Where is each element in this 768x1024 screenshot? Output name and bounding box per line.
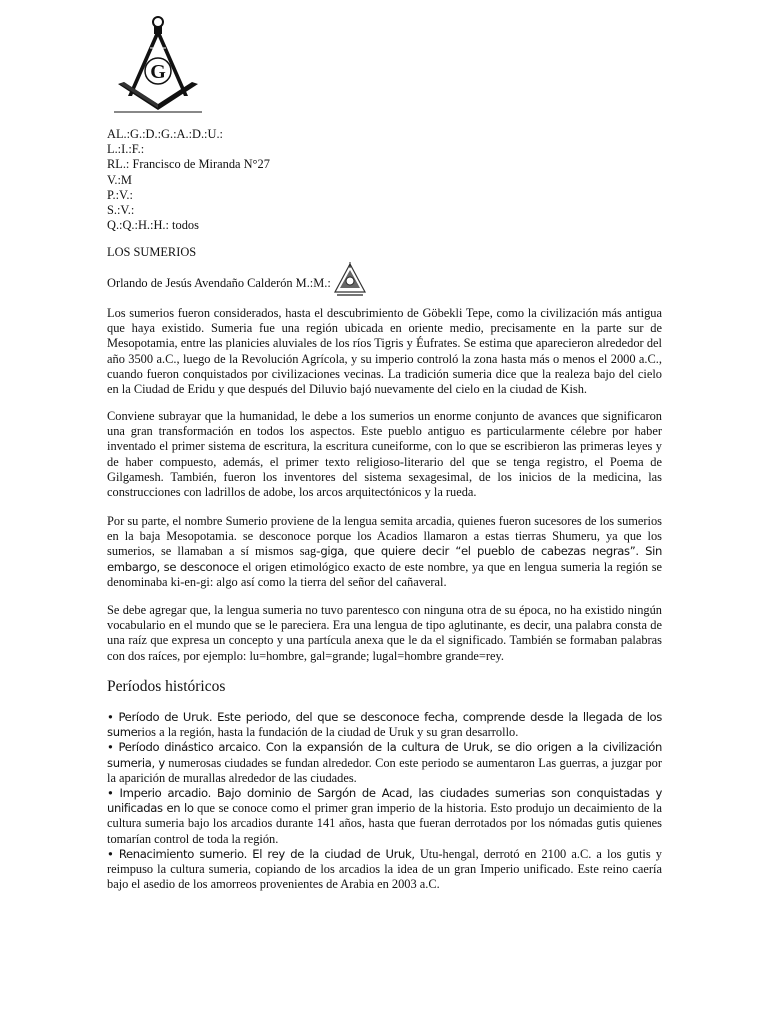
period-text: numerosas ciudades se fundan alrededor. Con este periodo se aumentaron Las guerras, a juzgar por la aparición de murallas alrededor de las ciudades. bbox=[107, 755, 663, 785]
header-line: P.:V.: bbox=[107, 187, 133, 202]
paragraph-text: el origen etimológico exacto de este nombre, ya que en lengua sumeria la región se denominaba ki-en-gi: algo así como la tierra del señor del cañaveral. bbox=[107, 559, 663, 589]
paragraph-language: Se debe agregar que, la lengua sumeria no tuvo parentesco con ninguna otra de su época, no ha existido ningún vocabulario en el mundo que se le pareciera. Era una lengua de tipo aglutinante, es decir, una palabra consta de una raíz que expresa un concepto y una partícula anexa que le da el significado. También se formaban palabras con dos raíces, por ejemplo: lu=hombre, gal=grande; lugal=hombre grande=rey. bbox=[107, 603, 662, 663]
masonic-emblem-icon bbox=[333, 262, 367, 298]
paragraph-name-origin bbox=[107, 514, 662, 590]
paragraph-intro: Los sumerios fueron considerados, hasta el descubrimiento de Göbekli Tepe, como la civilización más antigua que haya existido. Sumeria fue una región ubicada en oriente medio, precisamente en la parte sur de Mesopotamia, entre las planicies aluviales de los ríos Tigris y Éufrates. Se estima que aparecieron alrededor del año 3500 a.C., luego de la Revolución Agrícola, y su imperio controló la zona hasta más o menos el 2000 a.C., cuando fueron conquistados por civilizaciones vecinas. La tradición sumeria dice que la realeza bajo del cielo en la Ciudad de Eridu y que después del Diluvio bajó nuevamente del cielo en la ciudad de Kish. bbox=[107, 306, 662, 397]
period-lead: • Período dinástico arcaico. Con la expansión de la cultura de Uruk, se dio origen a la civilización sumeria, y bbox=[107, 740, 662, 770]
square-and-compass-logo bbox=[110, 14, 206, 114]
header-line: Q.:Q.:H.:H.: todos bbox=[107, 218, 199, 233]
list-item bbox=[107, 710, 662, 740]
list-item bbox=[107, 847, 662, 893]
period-text: rios a la región, hasta la fundación de la ciudad de Uruk y su gran desarrollo. bbox=[137, 725, 519, 740]
lodge-header bbox=[107, 127, 667, 233]
period-text: Utu-hengal, derrotó en 2100 a.C. a los gutis y reimpuso la cultura sumeria, copiando de los arcadios la idea de un gran Imperio unificado. Este reino caería bajo el asedio de los amorreos provenientes de Arabia en 2003 a.C. bbox=[107, 846, 662, 892]
header-line: L.:I.:F.: bbox=[107, 142, 145, 157]
paragraph-text: giga, que quiere decir “el pueblo de cabezas negras”. Sin embargo, se desconoce bbox=[107, 544, 662, 574]
period-lead: • Renacimiento sumerio. El rey de la ciudad de Uruk, bbox=[107, 846, 415, 861]
period-lead: • Período de Uruk. Este periodo, del que se desconoce fecha, comprende desde la llegada de los sume bbox=[107, 710, 662, 740]
period-lead: • Imperio arcadio. Bajo dominio de Sargón de Acad, las ciudades sumerias son conquistadas y unificadas en lo bbox=[107, 786, 662, 816]
paragraph-text: Por su parte, el nombre Sumerio proviene de la lengua semita arcadia, quienes fueron sucesores de los sumerios en la baja Mesopotamia. se desconoce porque los Acadios llamaron a estas tierras Shumeru, ya que los sumerios, se llamaban a sí mismos sag- bbox=[107, 514, 662, 559]
logo-letter: G bbox=[150, 61, 166, 83]
author-name: Orlando de Jesús Avendaño Calderón M.:M.: bbox=[107, 276, 331, 291]
header-line: AL.:G.:D.:G.:A.:D.:U.: bbox=[107, 127, 223, 141]
header-line: RL.: Francisco de Miranda N°27 bbox=[107, 157, 270, 172]
list-item bbox=[107, 786, 662, 847]
header-line: V.:M bbox=[107, 172, 132, 187]
document-title: LOS SUMERIOS bbox=[107, 245, 197, 259]
section-heading: Períodos históricos bbox=[107, 678, 226, 695]
author-line bbox=[107, 270, 367, 298]
header-line: S.:V.: bbox=[107, 203, 135, 218]
period-text: que se conoce como el primer gran imperio de la historia. Esto produjo un decaimiento de la cultura sumeria bajo los arcadios durante 141 años, hasta que fueran derrotados por los nómadas gutis quienes tomarían control de toda la región. bbox=[107, 801, 662, 846]
list-item bbox=[107, 740, 662, 786]
paragraph-contributions: Conviene subrayar que la humanidad, le debe a los sumerios un enorme conjunto de avances que significaron una gran transformación en todos los aspectos. Este pueblo antiguo es particularmente célebre por haber inventado el primer sistema de escritura, la escritura cuneiforme, con lo que se escribieron las primeras leyes y de haber compuesto, además, el primer texto religioso-literario del que se tenga registro, el Poema de Gilgamesh. También, fueron los inventores del sistema sexagesimal, de los inicios de la medicina, las construcciones con ladrillos de adobe, los arcos arquitectónicos y la rueda. bbox=[107, 409, 662, 500]
periods-list bbox=[107, 710, 662, 892]
